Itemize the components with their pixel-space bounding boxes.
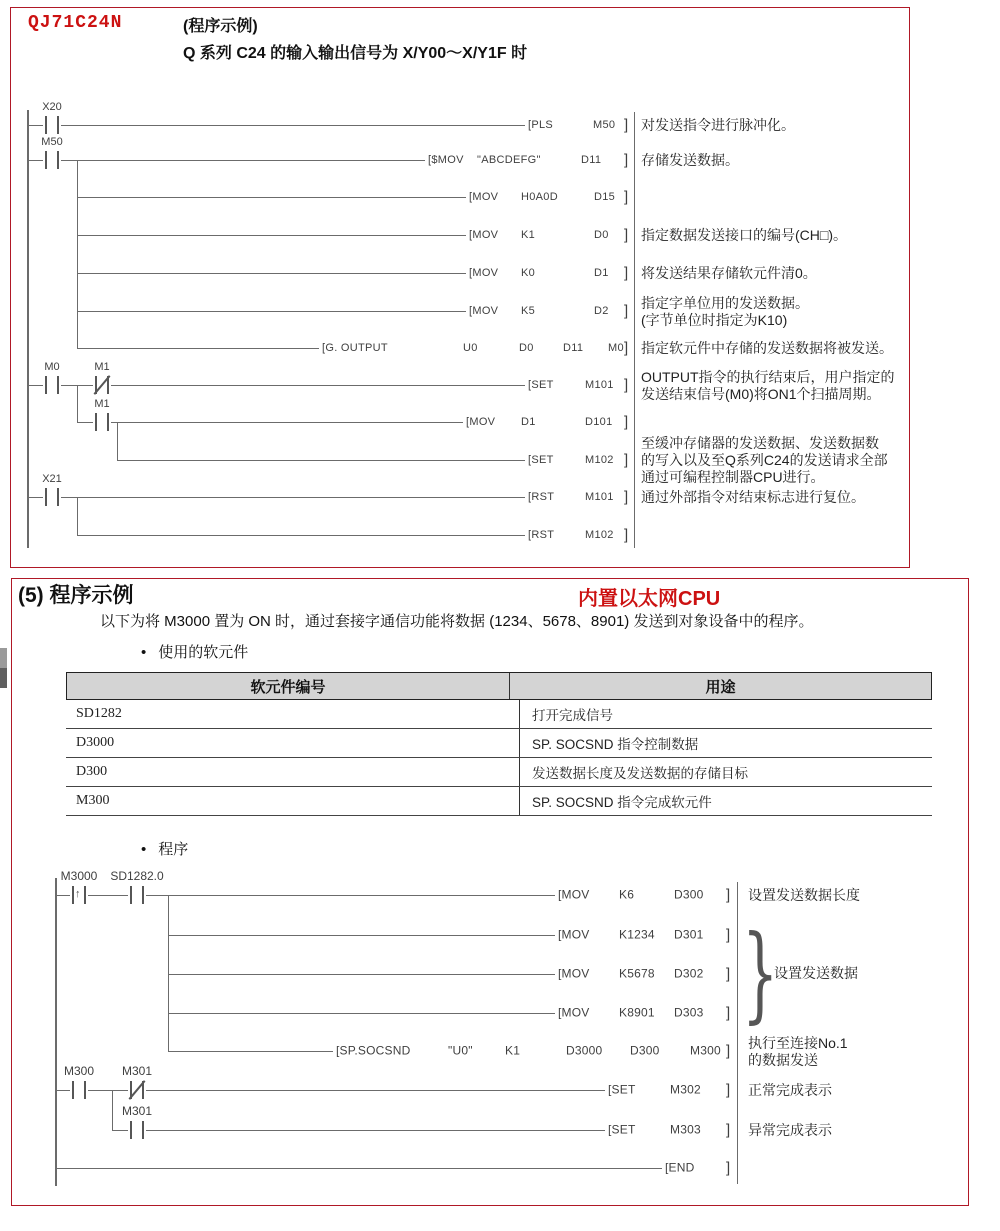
no-contact xyxy=(93,413,111,431)
instruction-token: D302 xyxy=(674,966,704,981)
program-example-note: (程序示例) xyxy=(183,18,258,35)
instruction-token: D11 xyxy=(563,341,584,354)
rung-wire xyxy=(77,197,466,198)
rung-comment: 指定数据发送接口的编号(CH□)。 xyxy=(641,227,848,243)
instruction-token: M50 xyxy=(593,118,616,131)
rung-wire xyxy=(168,1013,555,1014)
instruction-token: [MOV xyxy=(466,415,496,428)
instruction-close-bracket: ] xyxy=(624,488,629,506)
no-contact xyxy=(128,1121,146,1139)
instruction-token: [MOV xyxy=(558,927,590,942)
instruction-token: [SP.SOCSND xyxy=(336,1043,411,1058)
table-row xyxy=(66,729,932,758)
contact-label: M0 xyxy=(44,361,60,373)
rung-comment: 的写入以及至Q系列C24的发送请求全部 xyxy=(641,452,888,468)
instruction-token: M101 xyxy=(585,490,614,503)
rung-wire xyxy=(77,422,463,423)
instruction-token: [SET xyxy=(528,378,554,391)
instruction-token: D301 xyxy=(674,927,704,942)
grouping-brace: } xyxy=(742,912,779,1034)
instruction-token: D11 xyxy=(581,153,602,166)
section-name: 程序示例 xyxy=(49,584,134,607)
ladder-left-bus xyxy=(55,878,57,1186)
instruction-token: D1 xyxy=(594,266,609,279)
table-row xyxy=(66,700,932,729)
instruction-close-bracket: ] xyxy=(624,339,629,357)
instruction-token: [SET xyxy=(608,1122,636,1137)
instruction-token: K1 xyxy=(521,228,536,241)
instruction-token: D300 xyxy=(630,1043,660,1058)
rung-wire xyxy=(27,125,525,126)
rung-comment: 执行至连接No.1 xyxy=(748,1034,848,1051)
instruction-token: M101 xyxy=(585,378,614,391)
bullet-dot: • xyxy=(141,644,147,661)
instruction-token: K5678 xyxy=(619,966,655,981)
rung-wire xyxy=(27,160,425,161)
instruction-token: [END xyxy=(665,1160,695,1175)
section-title xyxy=(18,579,134,609)
rung-wire xyxy=(55,1168,662,1169)
devices-bullet-line xyxy=(141,641,248,662)
rung-comment: 指定字单位用的发送数据。 xyxy=(641,294,809,311)
col-header-usage: 用途 xyxy=(705,678,736,696)
instruction-close-bracket: ] xyxy=(624,188,629,206)
rung-comment: 设置发送数据长度 xyxy=(748,887,860,903)
rung-comment: 正常完成表示 xyxy=(748,1082,832,1098)
device-cell: D300 xyxy=(66,758,520,786)
cpu-type-badge: 内置以太网CPU xyxy=(578,588,721,610)
instruction-token: K6 xyxy=(619,887,635,902)
instruction-token: D3000 xyxy=(566,1043,603,1058)
instruction-token: U0 xyxy=(463,341,478,354)
device-table xyxy=(66,672,932,816)
instruction-close-bracket: ] xyxy=(624,226,629,244)
rung-comment: 的数据发送 xyxy=(748,1051,818,1068)
rung-wire xyxy=(77,535,525,536)
instruction-token: "U0" xyxy=(448,1043,473,1058)
ladder-left-bus xyxy=(27,110,29,548)
instruction-close-bracket: ] xyxy=(726,1042,731,1060)
device-cell: SD1282 xyxy=(66,700,520,728)
instruction-close-bracket: ] xyxy=(624,151,629,169)
instruction-token: K8901 xyxy=(619,1005,655,1020)
contact-label: M300 xyxy=(63,1064,95,1078)
instruction-token: D303 xyxy=(674,1005,704,1020)
instruction-close-bracket: ] xyxy=(726,1081,731,1099)
rung-comment: 指定软元件中存储的发送数据将被发送。 xyxy=(641,340,893,356)
rung-comment: OUTPUT指令的执行结束后，用户指定的 xyxy=(641,368,895,385)
instruction-token: M0 xyxy=(608,341,624,354)
usage-cell: SP. SOCSND 指令完成软元件 xyxy=(532,795,712,810)
program-bullet-line xyxy=(141,838,188,859)
instruction-close-bracket: ] xyxy=(624,451,629,469)
no-contact xyxy=(128,886,146,904)
instruction-token: K0 xyxy=(521,266,536,279)
nc-contact xyxy=(93,376,111,394)
usage-cell: 发送数据长度及发送数据的存储目标 xyxy=(532,766,748,781)
device-table-header xyxy=(66,672,932,700)
no-contact xyxy=(43,116,61,134)
instruction-token: [SET xyxy=(608,1082,636,1097)
rung-wire xyxy=(77,348,319,349)
instruction-token: [$MOV xyxy=(428,153,464,166)
instruction-token: [RST xyxy=(528,490,555,503)
instruction-token: [PLS xyxy=(528,118,554,131)
contact-label: M301 xyxy=(121,1064,153,1078)
instruction-close-bracket: ] xyxy=(624,413,629,431)
rung-comment: 通过外部指令对结束标志进行复位。 xyxy=(641,489,865,505)
instruction-close-bracket: ] xyxy=(726,926,731,944)
instruction-token: M303 xyxy=(670,1122,701,1137)
io-signal-note: Q 系列 C24 的输入输出信号为 X/Y00～X/Y1F 时 xyxy=(183,45,528,62)
program-bullet-label: 程序 xyxy=(158,841,189,858)
instruction-token: [MOV xyxy=(469,304,499,317)
instruction-close-bracket: ] xyxy=(726,1121,731,1139)
comment-separator-line xyxy=(634,112,635,548)
instruction-close-bracket: ] xyxy=(624,526,629,544)
instruction-token: [RST xyxy=(528,528,555,541)
rung-wire xyxy=(112,1130,605,1131)
instruction-token: [MOV xyxy=(469,190,499,203)
contact-label: M1 xyxy=(94,398,110,410)
contact-label: M1 xyxy=(94,361,110,373)
instruction-close-bracket: ] xyxy=(624,376,629,394)
instruction-close-bracket: ] xyxy=(726,886,731,904)
contact-label: M3000 xyxy=(60,869,98,883)
instruction-token: "ABCDEFG" xyxy=(477,153,541,166)
instruction-token: K1234 xyxy=(619,927,655,942)
instruction-token: [MOV xyxy=(469,228,499,241)
brace-label: 设置发送数据 xyxy=(774,965,858,981)
instruction-close-bracket: ] xyxy=(624,302,629,320)
rung-wire xyxy=(168,1051,333,1052)
rung-comment: 将发送结果存储软元件清0。 xyxy=(641,265,817,281)
instruction-token: M102 xyxy=(585,528,614,541)
contact-label: X20 xyxy=(42,101,62,113)
rung-comment: (字节单位时指定为K10) xyxy=(641,311,788,328)
rung-comment: 通过可编程控制器CPU进行。 xyxy=(641,469,825,485)
instruction-token: M302 xyxy=(670,1082,701,1097)
instruction-token: [MOV xyxy=(469,266,499,279)
ladder-branch-wire xyxy=(117,422,118,460)
instruction-token: D0 xyxy=(594,228,609,241)
nc-contact xyxy=(128,1081,146,1099)
instruction-token: D1 xyxy=(521,415,536,428)
instruction-token: K1 xyxy=(505,1043,521,1058)
instruction-token: D2 xyxy=(594,304,609,317)
section-number: (5) xyxy=(18,584,44,607)
instruction-token: D15 xyxy=(594,190,616,203)
instruction-token: D0 xyxy=(519,341,534,354)
ladder-branch-wire xyxy=(77,160,78,348)
no-contact xyxy=(43,151,61,169)
ladder-branch-wire xyxy=(112,1090,113,1130)
rung-wire xyxy=(27,497,525,498)
rising-edge-arrow: ↑ xyxy=(75,888,81,900)
contact-label: X21 xyxy=(42,473,62,485)
rung-wire xyxy=(168,935,555,936)
no-contact xyxy=(70,1081,88,1099)
instruction-token: D101 xyxy=(585,415,613,428)
rung-wire xyxy=(77,311,466,312)
instruction-token: H0A0D xyxy=(521,190,558,203)
bullet-dot: • xyxy=(141,841,147,858)
instruction-token: K5 xyxy=(521,304,536,317)
contact-label: M301 xyxy=(121,1104,153,1118)
contact-label: SD1282.0 xyxy=(110,869,164,883)
table-row xyxy=(66,758,932,787)
rung-comment: 存储发送数据。 xyxy=(641,152,739,168)
instruction-token: [MOV xyxy=(558,966,590,981)
usage-cell: 打开完成信号 xyxy=(532,708,613,723)
instruction-token: [SET xyxy=(528,453,554,466)
module-model-label: QJ71C24N xyxy=(28,13,123,33)
rung-wire xyxy=(77,273,466,274)
ladder-branch-wire xyxy=(77,385,78,422)
instruction-token: [MOV xyxy=(558,887,590,902)
contact-label: M50 xyxy=(41,136,63,148)
rung-comment: 发送结束信号(M0)将ON1个扫描周期。 xyxy=(641,385,881,402)
device-cell: M300 xyxy=(66,787,520,815)
instruction-token: [G. OUTPUT xyxy=(322,341,388,354)
instruction-token: M102 xyxy=(585,453,614,466)
rung-wire xyxy=(77,235,466,236)
instruction-close-bracket: ] xyxy=(624,264,629,282)
rung-comment: 至缓冲存储器的发送数据、发送数据数 xyxy=(641,435,879,451)
no-contact xyxy=(43,488,61,506)
no-contact xyxy=(43,376,61,394)
section-description: 以下为将 M3000 置为 ON 时，通过套接字通信功能将数据 (1234、5678、8901) 发送到对象设备中的程序。 xyxy=(100,613,814,630)
ladder-branch-wire xyxy=(168,895,169,1051)
rung-wire xyxy=(168,974,555,975)
pulse-contact xyxy=(70,886,88,904)
device-cell: D3000 xyxy=(66,729,520,757)
rung-comment: 对发送指令进行脉冲化。 xyxy=(641,117,795,133)
instruction-token: M300 xyxy=(690,1043,721,1058)
instruction-close-bracket: ] xyxy=(726,965,731,983)
comment-separator-line xyxy=(737,882,738,1184)
instruction-close-bracket: ] xyxy=(726,1004,731,1022)
rung-comment: 异常完成表示 xyxy=(748,1122,832,1138)
instruction-token: [MOV xyxy=(558,1005,590,1020)
table-row xyxy=(66,787,932,816)
col-header-device: 软元件编号 xyxy=(67,673,510,699)
rung-wire xyxy=(117,460,525,461)
ladder-branch-wire xyxy=(77,497,78,535)
instruction-token: D300 xyxy=(674,887,704,902)
usage-cell: SP. SOCSND 指令控制数据 xyxy=(532,737,699,752)
instruction-close-bracket: ] xyxy=(726,1159,731,1177)
instruction-close-bracket: ] xyxy=(624,116,629,134)
devices-bullet-label: 使用的软元件 xyxy=(158,644,249,661)
